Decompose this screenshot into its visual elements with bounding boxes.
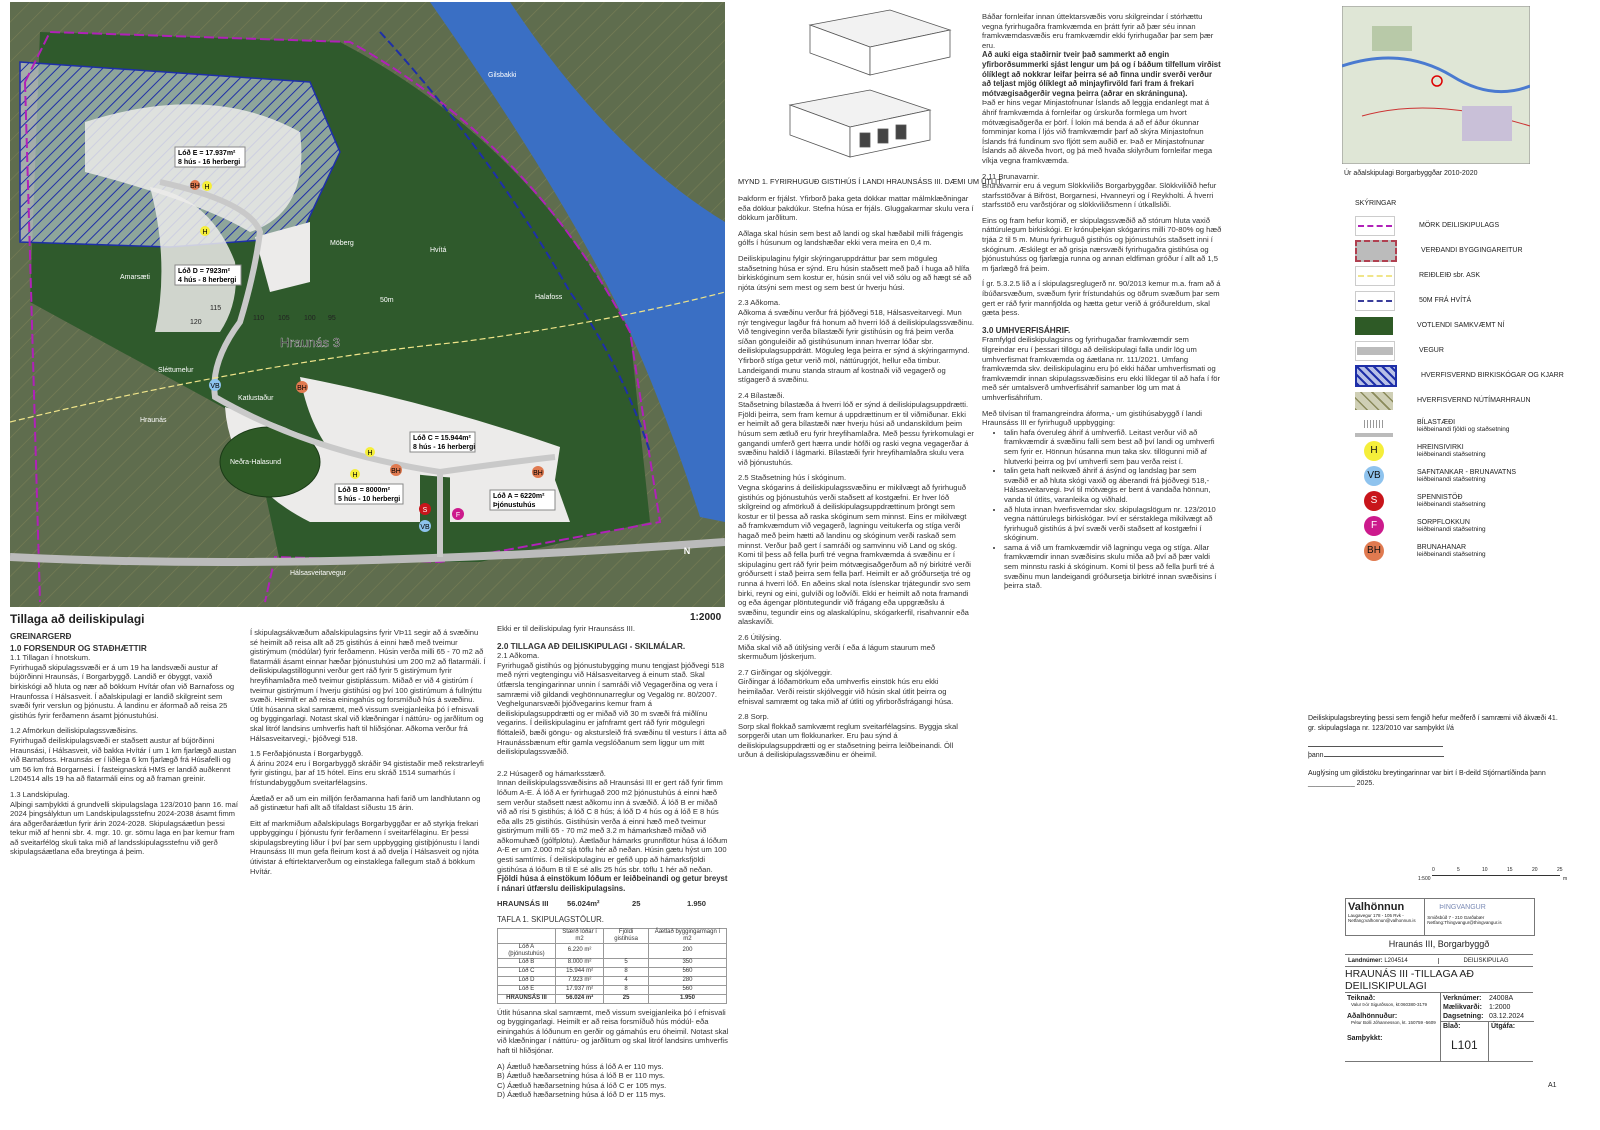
landnr-value: L204514 xyxy=(1384,957,1408,964)
drawn-label: Teiknað: xyxy=(1347,995,1376,1002)
place-label: 50m xyxy=(380,297,394,304)
site-plan-map xyxy=(10,2,725,607)
plan-scale: 1:2000 xyxy=(690,612,722,623)
paragraph: C) Áætluð hæðarsetning húsa á lóð C er 105 mys. xyxy=(497,1080,667,1090)
overview-caption: Úr aðalskipulagi Borgarbyggðar 2010-2020 xyxy=(1344,170,1478,177)
table-row xyxy=(498,943,727,958)
marker-glyph: S xyxy=(1364,491,1384,511)
paragraph: Framfylgd deiliskipulagsins og fyrirhugaðar framkvæmdir sem tilgreindar eru í þessari tillögu að deiliskipulagi falla undir lög um umhverfismat framkvæmda og áætlana nr. 111/2021. Umfang framkvæmda skv. deiliskipulaginu eru þó ekki háðar umhverfismati og framkvæmdir innan skipulagssvæðisins eru ekki líklegar til að hafa í för með sér umtalsverð umhverfisáhrif samanber lög um mat á umhverfisáhrifum. xyxy=(982,335,1221,402)
firm2-address: Smiðsbúð 7 - 210 Garðabær Netfang:Thingvangur@thingvangur.is xyxy=(1427,915,1502,925)
legend-label: BÍLASTÆÐI xyxy=(1417,418,1456,426)
lava-protection-swatch-icon xyxy=(1355,392,1393,410)
table-cell: 8.000 m² xyxy=(555,958,603,967)
paragraph: Aðlaga skal húsin sem best að landi og skal hæðabil milli frágengis gólfs í húsunum og landshæðar ekki vera meira en 0,4 m. xyxy=(738,228,963,248)
table-cell: 560 xyxy=(648,967,726,976)
paragraph: Sorp skal flokkað samkvæmt reglum sveitarfélagsins. Byggja skal sorpgerði utan um flokkunarker. Eru þau sýnd á deiliskipulagsuppdrætti og er staðsetning þeirra leiðbeinandi. Öll urðun á deiliskipulagssvæðinu er óheimil. xyxy=(738,721,958,760)
contour-label: 100 xyxy=(304,315,316,322)
legend-label: MÖRK DEILISKIPULAGS xyxy=(1419,222,1500,229)
paragraph: 1.5 Ferðaþjónusta í Borgarbyggð. xyxy=(250,749,364,759)
parking-icon xyxy=(1355,415,1393,437)
legend-label: BRUNAHANAR xyxy=(1417,543,1467,551)
section-heading: 2.0 TILLAGA AÐ DEILISKIPULAGI - SKILMÁLAR. xyxy=(497,641,686,651)
main-designer-label: Aðalhönnuður: xyxy=(1347,1013,1398,1020)
paragraph: 1.1 Tillagan í hnotskum. xyxy=(10,653,91,663)
treatment-plant-icon: H xyxy=(367,450,373,457)
treatment-plant-icon: H xyxy=(204,184,210,191)
project-name: Hraunás III, Borgarbyggð xyxy=(1388,939,1490,949)
legend-text xyxy=(1419,222,1499,229)
table-row xyxy=(498,976,727,985)
place-label: Amarsæti xyxy=(120,274,150,281)
marker-glyph: H xyxy=(1364,441,1384,461)
table-caption: TAFLA 1. SKIPULAGSTÖLUR. xyxy=(497,915,604,925)
paragraph: Miða skal við að útilýsing verði í eða á lágum staurum með skermuðum ljóskerjum. xyxy=(738,642,936,662)
paragraph: B) Áætluð hæðarsetning húsa á lóð B er 110 mys. xyxy=(497,1071,665,1081)
text-column-4 xyxy=(738,194,974,760)
approval-notice: Auglýsing um gildistöku breytingarinnar var birt í B-deild Stjórnartíðinda þann ____________ 2025. xyxy=(1308,770,1546,787)
section-heading: 1.0 FORSENDUR OG STAÐHÆTTIR xyxy=(10,643,147,653)
scale-tick: 0 xyxy=(1432,867,1435,873)
legend-sublabel: leiðbeinandi staðsetning xyxy=(1417,500,1486,508)
approved-label: Samþykkt: xyxy=(1347,1035,1383,1042)
scale-tick: 20 xyxy=(1532,867,1538,873)
legend-label: HVERFISVERND NÚTÍMARHRAUN xyxy=(1417,397,1531,404)
bold-paragraph: Fjöldi húsa á einstökum lóðum er leiðbeinandi og getur breyst í nánari útfærslu deiliskipulagsins. xyxy=(497,874,728,893)
landnr-label: Landnúmer: xyxy=(1348,957,1383,964)
table-cell: 280 xyxy=(648,976,726,985)
paragraph: Á árinu 2024 eru í Borgarbyggð skráðir 94 gististaðir með rekstrarleyfi fyrir gistingu, þar af 15 hótel. Eins eru skráð 1514 sumarhús í frístundabyggðum sveitarfélagsins. xyxy=(250,758,484,787)
legend-label: 50M FRÁ HVÍTÁ xyxy=(1419,297,1472,304)
legend-sublabel: leiðbeinandi staðsetning xyxy=(1417,475,1486,483)
legend-sublabel: leiðbeinandi staðsetning xyxy=(1417,525,1486,533)
table-cell: Lóð E xyxy=(498,985,556,994)
scale-ratio: 1:500 xyxy=(1418,876,1431,882)
legend-item xyxy=(1355,288,1575,313)
scale-bar xyxy=(1418,867,1568,882)
paragraph: Staðsetning bílastæða á hverri lóð er sýnd á deiliskipulagsuppdrætti. Fjöldi þeirra, sem fram kemur á uppdrættinum er til viðmiðunar. Ekki er heimilt að gera bílastæði nær hverju húsi að undanskildum þeim húsum sem ætluð eru fyrir hreyfihamlaðra. Með þessu fyrirkomulagi er gangandi umferð gert hærra undir höfði og raski vegna vegagerðar á svæðinu haldið í lágmarki. Bílastæði fyrir hreyfihamlaðra skulu vera við þjónustuhús. xyxy=(738,400,974,467)
paragraph: 2.3 Aðkoma. xyxy=(738,298,781,308)
sheet-size: A1 xyxy=(1548,1082,1557,1089)
table-cell: 1.950 xyxy=(648,994,726,1003)
table-cell: Lóð B xyxy=(498,958,556,967)
thingvangur-logo: ÞINGVANGUR xyxy=(1439,904,1486,911)
birch-protection-swatch-icon xyxy=(1355,365,1397,387)
table-row xyxy=(498,967,727,976)
table-cell: 4 xyxy=(604,976,649,985)
place-label: Hvítá xyxy=(430,247,447,254)
main-designer-value: Pétur Bolli Jóhannesson, kt. 150759 -5609 xyxy=(1351,1020,1436,1025)
place-label: Möberg xyxy=(330,240,354,247)
section-heading: GREINARGERÐ xyxy=(10,632,72,641)
contour-label: 110 xyxy=(253,315,265,322)
lot-c-desc: 8 hús - 16 herbergi xyxy=(413,444,476,451)
legend-text xyxy=(1421,372,1564,379)
contour-label: 120 xyxy=(190,319,202,326)
figure-caption: MYND 1. FYRIRHUGUÐ GISTIHÚS Í LANDI HRAUNSÁSS III. DÆMI UM ÚTLIT. xyxy=(738,177,1003,186)
spacer xyxy=(497,634,729,640)
legend-label: REIÐLEIÐ sbr. ASK xyxy=(1419,272,1481,279)
table-row xyxy=(498,985,727,994)
legend-item xyxy=(1355,338,1575,363)
paragraph: 2.7 Girðingar og skjólveggir. xyxy=(738,667,833,677)
place-label: Hálsasveitarvegur xyxy=(290,570,347,577)
table-cell: 17.937 m² xyxy=(555,985,603,994)
table-cell: 5 xyxy=(604,958,649,967)
place-label: Sléttumelur xyxy=(158,367,194,374)
legend-item xyxy=(1355,263,1575,288)
legend-label: VOTLENDI SAMKVÆMT NÍ xyxy=(1417,322,1505,329)
bullet-list xyxy=(982,428,1222,591)
scale-label: Mælikvarði: xyxy=(1443,1004,1482,1011)
paragraph: 2.11 Brunavarnir. xyxy=(982,171,1040,181)
legend-item xyxy=(1355,213,1575,238)
table-cell: Fjöldi gistihúsa xyxy=(604,928,649,943)
paragraph: 2.8 Sorp. xyxy=(738,712,769,722)
paragraph: Með tilvísan til framangreindra áforma,- um gistihúsabyggð í landi Hraunsáss III er fyrirhuguð uppbygging: xyxy=(982,408,1202,428)
waste-sorting-icon: F xyxy=(455,512,461,519)
text-column-3-stack xyxy=(497,624,729,1100)
text-column-5 xyxy=(982,12,1222,591)
bullet-item: • sama á við um framkvæmdir við lagningu vega og stíga. Allar framkvæmdir innan svæðisins skulu miða að því að þær valdi sem minnstu raski á skóginum. Komi til þess að fella þurfi tré á svæðinu mun landeigandi gróðursetja birkitré innan svæðisins í þeirra stað. xyxy=(1004,543,1222,591)
paragraph: Í gr. 5.3.2.5 lið a í skipulagsreglugerð nr. 90/2013 kemur m.a. fram að á íbúðarsvæðum, svæðum fyrir frístundahús og öðrum svæðum þar sem gert er ráð fyrir mannfjölda og hætta getur verið á gróðureldum, skal gæta þess. xyxy=(982,279,1221,318)
lot-e-desc: 8 hús - 16 herbergi xyxy=(178,159,241,166)
legend-item xyxy=(1355,488,1575,513)
marker-glyph: VB xyxy=(1364,466,1384,486)
legend-label: SORPFLOKKUN xyxy=(1417,518,1470,526)
legend-label: HVERFISVERND BIRKISKÓGAR OG KJARR xyxy=(1421,372,1564,379)
summary-houses: 25 xyxy=(632,899,641,909)
bullet-item: • talin geta haft neikvæð áhrif á ásýnd og landslag þar sem svæðið er að hluta skógi vaxið og áberandi frá þjóðvegi 518,- Hálsasveitarvegi. Því til mótvægis er bent á vandaða hönnun, vanda til útlits, varanleika og viðhald. xyxy=(1004,466,1222,504)
firm1-address: Laugavegur 178 - 105 Rvk - Netfang:valhonnun@valhonnun.is xyxy=(1348,913,1416,923)
paragraph: 2.2 Húsagerð og hámarksstærð. xyxy=(497,768,606,778)
scale-tick: 25 xyxy=(1557,867,1563,873)
table-cell: 560 xyxy=(648,985,726,994)
legend-sublabel: leiðbeinandi fjöldi og staðsetning xyxy=(1417,425,1510,433)
treatment-plant-icon: H xyxy=(352,472,358,479)
place-label: Neðra-Halasund xyxy=(230,459,281,466)
table-cell: Lóð C xyxy=(498,967,556,976)
paragraph: 2.4 Bílastæði. xyxy=(738,390,785,400)
north-arrow-icon: N xyxy=(683,546,691,556)
lot-c-label: Lóð C = 15.944m² xyxy=(413,435,471,442)
table-cell: HRAUNSÁS III xyxy=(498,994,556,1003)
scale-tick: 5 xyxy=(1457,867,1460,873)
legend-text xyxy=(1417,544,1486,558)
table-cell: Lóð D xyxy=(498,976,556,985)
legend-text xyxy=(1419,347,1444,354)
table-cell: 8 xyxy=(604,967,649,976)
valhonnun-logo: Valhönnun xyxy=(1348,901,1405,913)
lot-d-desc: 4 hús - 8 herbergi xyxy=(178,277,237,284)
water-tank-icon: VB xyxy=(420,524,430,531)
date-label: Dagsetning: xyxy=(1443,1013,1484,1020)
revision-label: Útgáfa: xyxy=(1491,1023,1516,1030)
table-cell: 6.220 m² xyxy=(555,943,603,958)
table-cell: 15.944 m² xyxy=(555,967,603,976)
legend-text xyxy=(1419,272,1480,279)
table-cell: Áætlað byggingarmagn í m2 xyxy=(648,928,726,943)
water-tank-icon: VB xyxy=(210,383,220,390)
paragraph: Innan deiliskipulagssvæðisins að Hraunsási III er gert ráð fyrir fimm lóðum A-E. Á lóð A er fyrirhugað 200 m2 þjónustuhús á einni hæð sem verður staðsett næst aðkomu inn á svæðið. Á lóð B er miðað við að rísi 5 gistihús; á lóð C 8 hús; á lóð D 4 hús og á lóð E 8 hús eða alls 25 gistihús. Gistihúsin verða á einni hæð með tveimur gistirýmum milli 65 - 70 m2 með 3.2 m hámarkshæð miðað við aðkomuhæð (gólfplötu). Áætlaður hámarks grunnflötur húsa á lóðum A-E er um 2.000 m2 sjá töflu hér að neðan. Húsin gætu hýst um 100 gesti samtímis. Í deiliskipulaginu er gefið upp að hámarksfjöldi gistihúsa á lóðum B til E sé alls 25 hús sbr. töflu 1 hér að neðan. xyxy=(497,778,728,874)
table-row xyxy=(498,958,727,967)
marker-glyph: F xyxy=(1364,516,1384,536)
sheet-label: Blað: xyxy=(1443,1023,1461,1030)
legend-text xyxy=(1417,519,1486,533)
paragraph: Áætlað er að um ein milljón ferðamanna hafi farið um landhlutann og að gistinætur hafi allt að tífaldast síðustu 15 árin. xyxy=(250,793,481,813)
bullet-item: • talin hafa óveruleg áhrif á umhverfið. Leitast verður við að framkvæmdir á svæðinu falli sem best að því landi og umhverfi sem fyrir er. Hönnun húsanna mun taka skv. tillögunni mið af hlutverki þeirra og því umhverfi sem þau verða reist í. xyxy=(1004,428,1222,466)
legend-item xyxy=(1355,313,1575,338)
lot-e-label: Lóð E = 17.937m² xyxy=(178,150,236,157)
fire-hydrant-icon: BH xyxy=(297,385,307,392)
text-column-3b xyxy=(497,1008,729,1100)
contour-label: 115 xyxy=(210,305,222,312)
fire-hydrant-icon: BH xyxy=(190,183,200,190)
paragraph: Fyrirhugað deiliskipulagsvæði er staðsett austur af bújörðinni Hraunsási, í Hálsasveit, við bakka Hvítár í um 1 km fjarlægð austan við Barnafoss. Hraunsás er í liðlega 6 km fjarlægð frá Húsafelli og um 56 km frá Borgarnesi. Í fasteignaskrá HMS er landið auðkennt L204514 alls 19 ha að flatarmáli eins og að framan greinir. xyxy=(10,735,237,784)
treatment-plant-icon: H xyxy=(202,229,208,236)
approval-then: þann xyxy=(1308,752,1324,759)
legend-label: HREINSIVIRKI xyxy=(1417,443,1464,451)
fire-hydrant-icon: BH xyxy=(533,470,543,477)
road-swatch-icon xyxy=(1355,341,1395,361)
wetland-swatch-icon xyxy=(1355,317,1393,335)
marker-f-icon xyxy=(1355,517,1393,535)
legend-item xyxy=(1355,438,1575,463)
building-illustration xyxy=(780,5,970,165)
paragraph: 1.3 Landskipulag. xyxy=(10,789,70,799)
title-block-details xyxy=(1345,992,1533,1062)
legend-text xyxy=(1417,469,1516,483)
lot-d-label: Lóð D = 7923m² xyxy=(178,268,230,275)
table-cell: 56.024 m² xyxy=(555,994,603,1003)
plan-title: Tillaga að deiliskipulagi xyxy=(10,612,145,626)
paragraph: Útlit húsanna skal samræmt, með vissum sveigjanleika þó í efnisvali og byggingarlagi. Heimilt er að reisa forsmíðuð hús módúl- eða einingahús á lóðunum en gerðir og gámahús eru óheimil. Notast skal við klæðningar í náttúru- og jarðlitum og skal litróf landsins umhverfis haft til hliðsjónar. xyxy=(497,1007,729,1055)
line-swatch-icon xyxy=(1355,291,1395,311)
legend-sublabel: leiðbeinandi staðsetning xyxy=(1417,550,1486,558)
legend-text xyxy=(1417,444,1486,458)
paragraph: Ekki er til deiliskipulag fyrir Hraunsáss III. xyxy=(497,624,635,633)
paragraph: 2.1 Aðkoma. xyxy=(497,651,540,661)
summary-area: 56.024m² xyxy=(567,899,600,909)
legend-item xyxy=(1355,363,1575,388)
legend-item xyxy=(1355,413,1575,438)
marker-vb-icon xyxy=(1355,467,1393,485)
legend-text xyxy=(1419,297,1471,304)
place-label: Katlustaður xyxy=(238,395,274,402)
legend-text xyxy=(1417,419,1509,433)
legend-title: SKÝRINGAR xyxy=(1355,200,1397,207)
place-label: Halafoss xyxy=(535,294,563,301)
approval-block xyxy=(1308,714,1563,789)
scale-value: 1:2000 xyxy=(1489,1004,1511,1011)
paragraph: A) Áætluð hæðarsetning húss á lóð A er 110 mys. xyxy=(497,1061,664,1071)
text-column-2 xyxy=(250,628,488,876)
legend-label: VEGUR xyxy=(1419,347,1444,354)
legend-text xyxy=(1421,247,1523,254)
summary-build: 1.950 xyxy=(687,899,707,909)
legend-item xyxy=(1355,513,1575,538)
place-label: Hraunás xyxy=(140,417,167,424)
sheet-title: HRAUNÁS III -TILLAGA AÐ DEILISKIPULAGI xyxy=(1345,968,1474,992)
legend-text xyxy=(1417,397,1531,404)
building-area-swatch-icon xyxy=(1355,240,1397,262)
table-header-row xyxy=(498,928,727,943)
marker-s-icon xyxy=(1355,492,1393,510)
scale-tick: 15 xyxy=(1507,867,1513,873)
paragraph: 2.5 Staðsetning hús í skóginum. xyxy=(738,473,847,483)
area-label: Hraunás 3 xyxy=(280,335,340,350)
bold-paragraph: Að auki eiga staðirnir tveir það sammerkt að engin yfirborðsummerki sjást lengur um þá og í báðum tilfellum virðist ólíklegt að nokkrar leifar þeirra sé að finna undir sverði verður að teljast mjög ólíklegt að minjayfirvöld fari fram á frekari mótvægisaðgerðir vegna þeirra (aðrar en skráninguna). xyxy=(982,50,1221,98)
planning-figures-table xyxy=(497,928,727,1004)
legend-sublabel: leiðbeinandi staðsetning xyxy=(1417,450,1486,458)
bullet-item: • að hluta innan hverfisverndar skv. skipulagslögum nr. 123/2010 vegna náttúrulegs birkiskógar. Því er sérstaklega mikilvægt að fyrirhuguð gistihús á því svæði verði staðsett af kostgæfni í skóginum. xyxy=(1004,505,1222,543)
paragraph: 1.2 Afmörkun deiliskipulagssvæðisins. xyxy=(10,726,138,736)
table-cell xyxy=(498,928,556,943)
paragraph: Fyrirhugað skipulagssvæði er á um 19 ha landsvæði austur af bújörðinni Hraunsás, í Borgarbyggð. Landið er óbyggt, vaxið birkiskógi að hluta og nær að bökkum Hvítár ofan við Barnafoss og Hraunfossa í Hálsasveit. Í aðalskipulagi er landið skilgreint sem svæði fyrir verslun og þjónustu. Á landinu er áformað að reisa 25 gistihús fyrir ferðamenn ásamt þjónustuhúsi. xyxy=(10,662,235,720)
legend-item xyxy=(1355,388,1575,413)
paragraph: D) Áætluð hæðarsetning húsa á lóð D er 115 mys. xyxy=(497,1090,666,1100)
legend-item xyxy=(1355,463,1575,488)
paragraph: Í skipulagsákvæðum aðalskipulagsins fyrir VÞ11 segir að á svæðinu sé heimilt að reisa allt að 25 gistihús á einni hæð með tveimur gistirýmum (módúlar) fyrir ferðamenn. Húsin verða milli 65 - 70 m2 að flatarmáli ásamt einnar hæðar þjónustuhúsi um 200 m2 að flatarmáli. Í deiliskipulagstillögunni verður gert ráð fyrir 5 gistirýmum fyrir hreyfihamlaðra með tveimur gistiplássum. Miðað er við 4 gistirúm í tveimur gistirýmum í hverju gistihúsi og því 100 gistirúmum á fullnýttu svæði. Heimilt er að reisa einingahús og forsmíðuð hús á svæðinu. Útlit húsanna skal samræmt, með vissum sveigjanleika þó í efnisvali og byggingarlagi. Notast skal við klæðningar í náttúru- og jarðlitum og skal litróf landsins umhverfis haft til hliðsjónar. Aðkoma verður frá Hálsasveitarvegi,- þjóðvegi 518. xyxy=(250,628,486,743)
overview-map xyxy=(1342,6,1530,164)
lot-a-desc: Þjónustuhús xyxy=(493,502,536,509)
job-value: 24008A xyxy=(1489,995,1514,1002)
lot-b-desc: 5 hús - 10 herbergi xyxy=(338,496,401,503)
firm-logos xyxy=(1345,898,1535,936)
paragraph: Eitt af markmiðum aðalskipulags Borgarbyggðar er að styrkja frekari uppbyggingu í þjónustu fyrir ferðamenn í sveitarfélaginu. Er þessi skipulagsbreyting liður í því þar sem uppbygging gistiþjónustu í landi Hraunsáss III mun gefa fleirum kost á að dvelja í Hálsasveit og njóta útivistar á eftirtektarverðum og einstaklega fallegum stað á bökkum Hvítár. xyxy=(250,818,480,876)
paragraph: Vegna skógarins á deiliskipulagssvæðinu er mikilvægt að fyrirhuguð gistihús og þjónustuhús verði staðsett af kostgæfni. Er hver lóð skilgreind og afmörkuð á deiliskipulagsuppdrættinum þröngt sem kostur er til þessa að raska skóginum sem minnst. Eins er mikilvægt að framkvæmdum við vegagerð, lagningu veitukerfa og stíga verði hagað með þeim hætti að landinu og skóginum verði raskað sem minnst. Verður það gert í samráði og samvinnu við Land og skóg. Komi til þess að fella þurfi tré vegna framkvæmda á svæðinu er í skipulaginu gert ráð fyrir þeim mótvægisaðgerðum að ný birkitré verði gróðursett í stað þeirra sem fella þarf. Heimilt er að gróðursetja tré og runna á hverri lóð. En aðeins skal nota íslenskar trjátegundir svo sem birki, reyni og eini, gulvíði og loðvíði. Ekki er heimilt að nota framandi og eða ágengar plöntutegundir við frágang eða uppgræðslu á svæðinu, tegundir eins og alaskalúpínu, skógarkerfil, risahvannir eða alaskavíði. xyxy=(738,483,971,627)
contour-label: 105 xyxy=(278,315,290,322)
paragraph: Báðar fornleifar innan úttektarsvæðis voru skilgreindar í stórhættu vegna fyrirhugaðra framkvæmda en þrátt fyrir að þær séu innan framkvæmdasvæðis eru framkvæmdir ekki fyrirhugaðar þar sem þær eru. xyxy=(982,12,1214,50)
marker-h-icon xyxy=(1355,442,1393,460)
job-label: Verknúmer: xyxy=(1443,995,1482,1002)
legend-label: SPENNISTÖÐ xyxy=(1417,493,1463,501)
paragraph: Þakform er frjálst. Yfirborð þaka geta dökkar mattar málmklæðningar eða dökkur þakdúkur. Stefna húsa er frjáls. Gluggakarmar skulu vera í dökkum jarðlitum. xyxy=(738,194,974,223)
land-number-row xyxy=(1345,954,1533,967)
date-value: 03.12.2024 xyxy=(1489,1013,1525,1020)
table-cell: 200 xyxy=(648,943,726,958)
paragraph: 2.6 Útilýsing. xyxy=(738,632,782,642)
legend-item xyxy=(1355,538,1575,563)
paragraph: Aðkoma á svæðinu verður frá þjóðvegi 518, Hálsasveitarvegi. Mun nýr tengivegur lagður frá honum að hverri lóð á deiliskipulagssvæðinu. Við tengiveginn verða bílastæði fyrir gistihúsin og frá þeim verða síðan gönguleiðir að gistihúsunum innan hverrar lóðar sbr. deiliskipulagsuppdrátt. Möguleg lega þeirra er sýnd á skýringarmynd. Yfirborð stíga getur verið möl, náttúrugrjót, hellur eða timbur. Landeigandi munu standa straum af kostnaði við vegagerð og stígagerð á svæðinu. xyxy=(738,307,974,385)
scale-tick: 10 xyxy=(1482,867,1488,873)
table-cell: 25 xyxy=(604,994,649,1003)
paragraph: Alþingi samþykkti á grundvelli skipulagslaga 123/2010 þann 16. maí 2024 þingsályktun um Landskipulagsstefnu 2024-2038 ásamt fimm ára aðgerðaráætlun fyrir árin 2024-2028. Skipulagsáætlun þessi tekur mið af henni sbr. 4. mgr. 10. gr. sömu laga en þar kemur fram að sveitarfélög skuli taka mið af landsskipulagsstefnu við gerð skipulagsáætlana eða breytinga á þeim. xyxy=(10,799,238,857)
scale-unit: m xyxy=(1563,876,1568,882)
paragraph: Fyrirhugað gistihús og þjónustubygging munu tengjast þjóðvegi 518 með nýrri vegtengingu við Hálsasveitarveg á einum stað. Skal útfærsla tengingarinnar unnin í samráði við Vegagerðina og vera í samræmi við gildandi veghönnunarreglur og Vegalög nr. 80/2007. Veghelgunarsvæði þjóðvegarins kemur fram á deiliskipulagsuppdrætti og er miðað við 30 m svæði frá miðlínu vegarins. Í deiliskipulaginu er jafnframt gert ráð fyrir mögulegri flóttaleið, bæði göngu- og akstursleið frá svæðinu til vesturs í átta að Hraunássbænum eftir gamla vegslóðanum sem liggur um mitt deiliskipulagssvæðið. xyxy=(497,660,727,757)
paragraph: Brunavarnir eru á vegum Slökkviliðs Borgarbyggðar. Slökkviliðið hefur starfsstöðvar á Bifröst, Borgarnesi, Hvanneyri og í Reykholti. Á hverri starfsstöð eru varðstjórar og slökkviliðsmenn í útkallsliði. xyxy=(982,181,1217,210)
paragraph: Eins og fram hefur komið, er skipulagssvæðið að stórum hluta vaxið náttúrulegum birkiskógi. Er krónuþekjan skógarins milli 70-80% og hæð trjáa 2 til 5 m. Munu fyrirhuguð gistihús og þjónustuhús staðsett inni í skóginum. Æskilegt er að grisja nærsvæði fyrirhugaðra gistihúsa og þjónustuhúss og fjarlægja runna og annan eldfiman gróður í allt að 1,5 m fjarlægð frá þeim. xyxy=(982,215,1222,273)
legend-label: SAFNTANKAR - BRUNAVATNS xyxy=(1417,468,1517,476)
table-row xyxy=(498,994,727,1003)
table-cell: 7.923 m² xyxy=(555,976,603,985)
substation-icon: S xyxy=(422,507,428,514)
plan-type: DEILISKIPULAG xyxy=(1463,957,1509,964)
line-swatch-icon xyxy=(1355,216,1395,236)
place-label: Gilsbakki xyxy=(488,72,517,79)
table-cell: Stærð lóðar í m2 xyxy=(555,928,603,943)
approval-text: Deiliskipulagsbreyting þessi sem fengið hefur meðferð í samræmi við ákvæði 41. gr. skipulagslaga nr. 123/2010 var samþykkt í/á xyxy=(1308,715,1558,732)
fire-hydrant-icon: BH xyxy=(391,468,401,475)
paragraph: Það er hins vegar Minjastofnunar Íslands að leggja endanlegt mat á áhrif framkvæmda á fornleifar og úrskurða formlega um hvort mótvægisaðgerða er þörf. Í lokin má benda á að ef áður ókunnar fornminjar koma í ljós við framkvæmdir þarf að skýra Minjastofnun Íslands frá fundinum svo fljótt sem auðið er. Það er Minjastofnunar Íslands að ákveða hvort, og þá með hvaða skilyrðum fornleifar mega víkja vegna framkvæmda. xyxy=(982,98,1213,165)
table-cell: 8 xyxy=(604,985,649,994)
contour-label: 95 xyxy=(328,315,336,322)
table-cell: 350 xyxy=(648,958,726,967)
legend-text xyxy=(1417,322,1504,329)
spacer xyxy=(982,318,1222,324)
lot-a-label: Lóð A = 6220m² xyxy=(493,493,545,500)
legend-text xyxy=(1417,494,1486,508)
line-swatch-icon xyxy=(1355,266,1395,286)
marker-bh-icon xyxy=(1355,542,1393,560)
legend-label: VERÐANDI BYGGINGAREITUR xyxy=(1421,247,1523,254)
marker-glyph: BH xyxy=(1364,541,1384,561)
table-cell: Lóð A (þjónustuhús) xyxy=(498,943,556,958)
text-column-3 xyxy=(497,624,729,893)
summary-name: HRAUNSÁS III xyxy=(497,899,549,909)
drawn-value: Valur Þór Sigurðsson, kt:060380-3179 xyxy=(1351,1002,1427,1007)
sheet-number: L101 xyxy=(1451,1038,1478,1052)
paragraph: Deiliskipulaginu fylgir skýringaruppdráttur þar sem möguleg staðsetning húsa er sýnd. Eru húsin staðsett með það í huga að hlífa birkiskóginum sem kostur er, húsin snúi vel við sólu og að hægt sé að njóta útsýni sem mest og sem best úr hverju húsi. xyxy=(738,253,972,292)
section-heading: 3.0 UMHVERFISÁHRIF. xyxy=(982,325,1071,335)
paragraph: Girðingar á lóðamörkum eða umhverfis einstök hús eru ekki heimilaðar. Verði reistir skjólveggir við húsin skal útlit þeirra og efnisval samræmt og taka mið af útliti og yfirborðsfrágangi húsa. xyxy=(738,677,954,706)
lot-b-label: Lóð B = 8000m² xyxy=(338,487,390,494)
legend xyxy=(1355,200,1575,563)
legend-item xyxy=(1355,238,1575,263)
text-column-1 xyxy=(10,630,242,857)
table-cell xyxy=(604,943,649,958)
summary-row xyxy=(497,899,729,909)
